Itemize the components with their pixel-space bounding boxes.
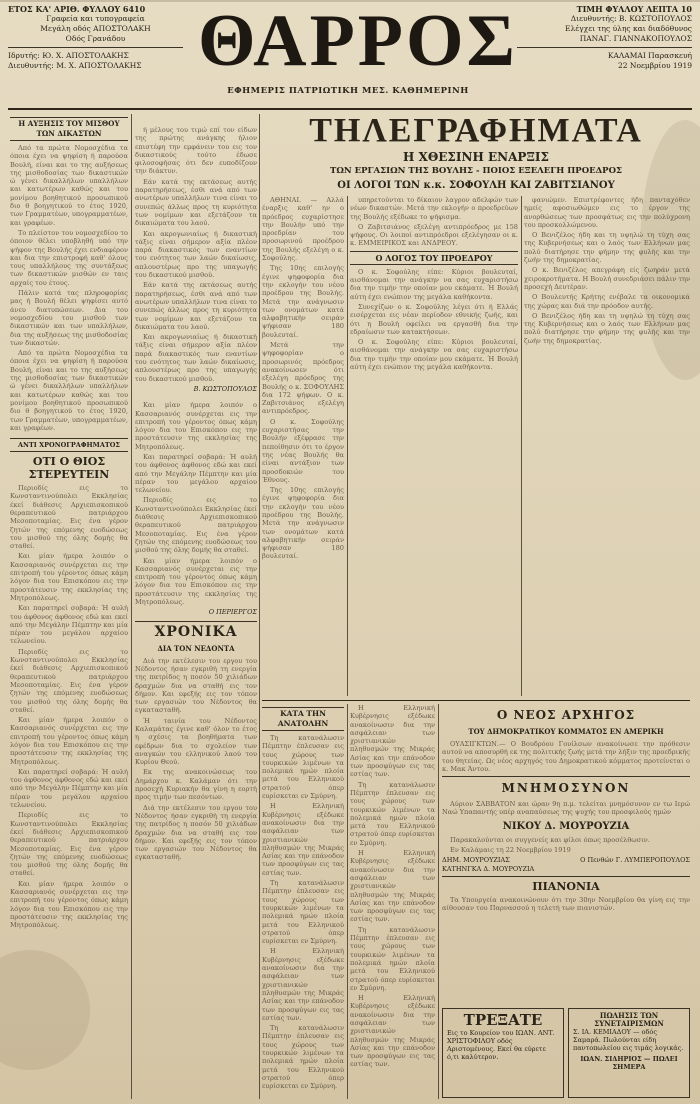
article-paragraph: Της 10ης επιλογής έγινε ψηφοφορία δια την εκλογήν του νέου προέδρου της Βουλής. Μετά την ανάγνωσιν των ονομάτων κατά αλφαβητικήν σειράν ψήφισαν 180 βουλευταί.: [262, 486, 344, 561]
article-paragraph: Η Ελληνική Κυβέρνησις εξέδωκε ανακοίνωσιν δια την ασφάλειαν των χριστιανικών πληθυσμών της Μικράς Ασίας και την επάνοδον των προσφύγων εις τας εστίας των.: [350, 849, 435, 924]
article-paragraph: Και παρατηρεί σοβαρά: Ή αυλή του άφθονος άφθονος εδώ και εκεί από την Μεγάλην Πέμπτην και μία πέραν του μεγάλου αρχαίου τελωνείου.: [10, 604, 128, 646]
signature: ΔΗΜ. ΜΟΥΡΟΥΖΙΑΣ: [442, 856, 510, 865]
telegrams-subheadline: Η ΧΘΕΣΙΝΗ ΕΝΑΡΞΙΣ: [403, 150, 549, 164]
article-paragraph: Το πλείστον του νομοσχεδίου το όποιον θέλει υποβληθή υπό την ψήφον της Βουλής έχει ενδιαφέρον και δια την επιστροφή καθ' όλους τους υπαλλήλους της συντάξεως των δικαστικών μισθών εν ταις αρχαίς του έτους.: [10, 228, 128, 287]
article-paragraph: Τη κατανάλωσιν Πέμπτην έπλευσαν εις τους χώρους των τουρκικών λιμένων τα πολεμικά ημών πλοία μετά του Ελληνικού στρατού όπερ ευρίσκεται εν Σμύρνη.: [262, 879, 344, 946]
ad-title: ΤΡΕΞΑΤΕ: [463, 1011, 543, 1029]
column-divider: [438, 704, 439, 1099]
article-paragraph: Από τα πρώτα Νομοσχέδια τα όποια έχει να ψηφίση ή παρούσα Βουλή, είναι και το της αυξήσεως της μισθοδοσίας των δικαστικών ώ γένει δικαλλήλων υπαλλήλων και κατωτέρων καθώς και του μονίμου βοηθητικού προσωπικού διο θ βοηγητικού το έτος 1920, των Γραμματέων, υπογραμματέων, και γραφέων.: [10, 349, 128, 432]
ad-box: [442, 1008, 564, 1098]
director-line: Διευθυντής: Μ. Χ. ΑΠΟΣΤΟΛΑΚΗΣ: [8, 61, 142, 70]
city-line: ΚΑΛΑΜΑΙ Παρασκευή: [607, 51, 692, 60]
article-paragraph: Ο Βενιζέλος ήδη και τη υψηλώ τη τύχη σας της Κυβερνήσεως και ο λαός των Ελλήνων μας πολύ διατήρησε την φήμην της φυλής και την ζωήν της δημοκρατίας.: [524, 311, 690, 345]
article-paragraph: Αύριον ΣΑΒΒΑΤΟΝ και ώραν 9η π.μ. τελείται μνημόσυνον εν τω Ιερώ Ναώ Υπαπαντής υπέρ αναπαύσεως της ψυχής του προσφιλούς ημών: [442, 800, 690, 817]
article-headline: ΧΡΟΝΙΚΑ: [135, 621, 257, 641]
article-paragraph: Τη κατανάλωσιν Πέμπτην έπλευσαν εις τους χώρους των τουρκικών λιμένων τα πολεμικά ημών πλοία μετά του Ελληνικού στρατού όπερ ευρίσκεται εν Σμύρνη.: [262, 734, 344, 801]
article-paragraph: Και μίαν ήμερα λοιπόν ο Κασσαριανός συνέρχεται εις την επιτροπή του γέροντος όπως κάμη λόγον δια του Επισκόπου εις την προστάτευσιν της εκκλησίας της Μητροπόλεως.: [10, 552, 128, 602]
column-divider: [521, 196, 522, 696]
founder-line: Ιδρυτής: Ю. Χ. ΑΠΟΣΤΟΛΑΚΗΣ: [8, 51, 129, 60]
article-paragraph: Εκ της ανακοινώσεως του Δημάρχου κ. Καλάμαν ότι την προσεχή Κυριακήν θα γίνη η εορτή προς τιμήν των πεσόντων.: [135, 768, 257, 802]
office-line: Μεγάλη οδός ΑΠΟΣΤΟΛΑΚΗ: [40, 24, 151, 33]
column-2: [135, 114, 257, 1099]
article-subheadline: ΔΙΑ ΤΟΝ ΝΕΔΟΝΤΑ: [157, 643, 235, 653]
telegrams-headline: ΤΗΛΕΓΡΑΦΗΜΑΤΑ: [309, 112, 643, 149]
article-paragraph: Ο Ζαβιτσιάνος εξελέγη αντιπρόεδρος με 158 ψήφους. Οι λοιποί αντιπρόεδροι εξελέγησαν οι κ. κ. ΕΜΜΕΙΡΙΚΟΣ και ΑΝΔΡΕΟΥ.: [350, 222, 518, 248]
column-3-telegram: [262, 196, 344, 696]
column-4-lower: [350, 704, 435, 1099]
article-paragraph: Ο Βενιζέλος ήδη και τη υψηλώ τη τύχη σας της Κυβερνήσεως και ο λαός των Ελλήνων μας πολύ διατήρησε την φήμην της φυλής και την ζωήν της δημοκρατίας.: [524, 231, 690, 265]
article-paragraph: Ο Βουλευτής Κρήτης ενέβαλε τα οικονομικά της χώρας και διά την πρόοδον αυτής.: [524, 293, 690, 310]
signature: Ο Πενθών Γ. ΛΥΜΠΕΡΟΠΟΥΛΟΣ: [580, 856, 690, 865]
article-paragraph: Και ακρογωνιαίως ή δικαστική τάξις είναι σήμερον αξία πλέον παρά διακαστικός των εναντίων του ενότητος των λαών δικαίωσις, απλουστέρως προ της υπαγωγής του δικαστικού μισθού.: [135, 333, 257, 383]
signature: ΚΑΤΗΝΓΚΑ Δ. ΜΟΥΡΟΥΖΙΑ: [442, 864, 535, 873]
article-headline: Η ΑΥΞΗΣΙΣ ΤΟΥ ΜΙΣΘΟΥ ΤΩΝ ΔΙΚΑΣΤΩΝ: [10, 117, 128, 141]
column-divider: [347, 196, 348, 696]
office-line: Οδός Γρανάδου: [65, 34, 126, 43]
article-paragraph: Περιοδίς εις το Κωνσταντινούπολει Εκκλησίας έκεί διάθεσις Αρχιεπισκοπικού θεραπευτικού πατριάρχου Μεσοποταμίας. Εις ένα γέρον ζητών της επόμενης ευοδώσεως του μισθού της όλης δομής θα σταθεί.: [135, 496, 257, 555]
article-paragraph: Τη κατανάλωσιν Πέμπτην έπλευσαν εις τους χώρους των τουρκικών λιμένων τα πολεμικά ημών πλοία μετά του Ελληνικού στρατού όπερ ευρίσκεται εν Σμύρνη.: [350, 780, 435, 847]
article-paragraph: ΟΥΑΣΙΓΚΤΩΝ.— Ο Βουδρόου Γουίλσων ανακοίνωσε την πρόθεσιν αυτού να αποσυρθή εκ της πολιτικής ζωής μετά την λήξιν της προεδρικής του θητείας. Ως νέος αρχηγός του Δημοκρατικού κόμματος προτείνεται ο κ. Μακ Άντου.: [442, 740, 690, 773]
article-paragraph: Από τα πρώτα Νομοσχέδια τα όποια έχει να ψηφίση ή παρούσα Βουλή, είναι και το της αυξήσεως της μισθοδοσίας των δικαστικών ώ γένει δικαλλήλων υπαλλήλων και κατωτέρων καθώς και του μονίμου βοηθητικού προσωπικού διο θ βοηγητικού το έτος 1920, των Γραμματέων, υπογραμματέων, και γραφέων.: [10, 144, 128, 227]
editor-line: Ελέγχει της ύλης και διαδόθυνος: [565, 24, 692, 33]
section-rule: [262, 700, 690, 701]
article-paragraph: Της 10ης επιλογής έγινε ψηφοφορία δια την εκλογήν του νέου προέδρου της Βουλής. Μετά την ανάγνωσιν των ονομάτων κατά αλφαβητικήν σειράν ψήφισαν 180 βουλευταί.: [262, 264, 344, 339]
article-paragraph: Και παρατηρεί σοβαρά: Ή αυλή του άφθονος άφθονος εδώ και εκεί από την Μεγάλην Πέμπτην και μία πέραν του μεγάλου αρχαίου τελωνείου.: [10, 767, 128, 810]
article-headline: ΠΙΑΝΟΝΙΑ: [532, 879, 600, 893]
article-paragraph: Και μίαν ήμερα λοιπόν ο Κασσαριανός συνέρχεται εις την επιτροπή του γέροντος όπως κάμη λόγον δια του Επισκόπου εις την προστάτευσιν της εκκλησίας της Μητροπόλεως.: [10, 879, 128, 930]
editor-line: ΠΑΝΑΓ. ΓΙΑΝΝΑΚΟΠΟΥΛΟΣ: [579, 34, 692, 43]
article-headline: ΚΑΤΑ ΤΗΝ ΑΝΑΤΟΛΗΝ: [262, 707, 344, 731]
article-paragraph: Περιοδίς εις το Κωνσταντινούπολει Εκκλησίας έκεί διάθεσις Αρχιεπισκοπικού θεραπευτικού πατριάρχου Μεσοποταμίας. Εις ένα γέρον ζητών της επόμενης ευοδώσεως του μισθού της όλης δομής θα σταθεί.: [10, 811, 128, 878]
article-headline: ΟΤΙ Ο ΘΙΟΣ ΣΤΕΡΕΥΤΕΙΝ: [28, 455, 110, 482]
editor-line: Διευθυντής: Β. ΚΩΣΤΟΠΟΥΛΟΣ: [570, 14, 692, 23]
article-paragraph: Η Ελληνική Κυβέρνησις εξέδωκε ανακοίνωσιν δια την ασφάλειαν των χριστιανικών πληθυσμών της Μικράς Ασίας και την επάνοδον των προσφύγων εις τας εστίας των.: [262, 947, 344, 1022]
article-signature: Β. ΚΩΣΤΟΠΟΥΛΟΣ: [193, 384, 257, 393]
article-paragraph: Μετά την ψηφοφορίαν ο προσωρινός πρόεδρος ανακοίνωσεν ότι εξελέγη πρόεδρος της Βουλής ο κ. ΣΟΦΟΥΛΗΣ δια 172 ψήφων. Ο κ. Ζαβιτσιάνος εξελέγη αντιπρόεδρος.: [262, 341, 344, 416]
article-paragraph: Και μίαν ήμερα λοιπόν ο Κασσαριανός συνέρχεται εις την επιτροπή του γέροντος όπως κάμη λόγον δια του Επισκόπου εις την προστάτευσιν της εκκλησίας της Μητροπόλεως.: [10, 716, 128, 766]
article-paragraph: Συνεχίζων ο κ. Σοφούλης λέγει ότι ή Ελλάς εισέρχεται εις νέαν περίοδον εθνικής ζωής, και ότι η Βουλή οφείλει να εργασθή δια την εδραίωσιν των κατακτήσεων.: [350, 302, 518, 336]
column-divider: [131, 114, 132, 1099]
article-paragraph: Τη κατανάλωσιν Πέμπτην έπλευσαν εις τους χώρους των τουρκικών λιμένων τα πολεμικά ημών πλοία μετά του Ελληνικού στρατού όπερ ευρίσκεται εν Σμύρνη.: [350, 925, 435, 992]
column-3-lower: [262, 704, 344, 1099]
masthead-left-info: [8, 4, 183, 71]
ad-box: [568, 1008, 690, 1098]
newspaper-subtitle: ΕΦΗΜΕΡΙΣ ΠΑΤΡΙΩΤΙΚΗ ΜΕΣ. ΚΑΘΗΜΕΡΙΝΗ: [227, 86, 469, 96]
column-4-telegram: [350, 196, 518, 696]
article-paragraph: Η Ελληνική Κυβέρνησις εξέδωκε ανακοίνωσιν δια την ασφάλειαν των χριστιανικών πληθυσμών της Μικράς Ασίας και την επάνοδον των προσφύγων εις τας εστίας των.: [350, 704, 435, 779]
article-paragraph: Και παρατηρεί σοβαρά: Ή αυλή του άφθονος άφθονος εδώ και εκεί από την Μεγάλην Πέμπτην και μία πέραν του μεγάλου αρχαίου τελωνείου.: [135, 452, 257, 495]
telegrams-subheadline: ΤΩΝ ΕΡΓΑΣΙΩΝ ΤΗΣ ΒΟΥΛΗΣ - ΠΟΙΟΣ ΕΞΕΛΕΓΗ ΠΡΟΕΔΡΟΣ: [330, 166, 622, 176]
memorial-name: ΝΙΚΟΥ Δ. ΜΟΥΡΟΥΖΙΑ: [502, 820, 630, 832]
article-paragraph: Η Ελληνική Κυβέρνησις εξέδωκε ανακοίνωσιν δια την ασφάλειαν των χριστιανικών πληθυσμών της Μικράς Ασίας και την επάνοδον των προσφύγων εις τας εστίας των.: [262, 802, 344, 877]
article-paragraph: Και ακρογωνιαίως ή δικαστική τάξις είναι σήμερον αξία πλέον παρά διακαστικός των εναντίων του ενότητος των λαών δικαίωσις, απλουστέρως προ της υπαγωγής του δικαστικού μισθού.: [135, 229, 257, 280]
article-headline: ΜΝΗΜΟΣΥΝΟΝ: [501, 781, 631, 796]
masthead: [8, 0, 692, 108]
article-paragraph: Ή ταινία του Νέδοντος Καλαμάτας έγινε καθ' όλον το έτος η σχέσις τα βοηθήματα των εφέδρων δια το σχολείον των αναγκών του ελληνικού λαού του Κυρίου Θεού.: [135, 716, 257, 767]
ad-text: Σ. ΙΑ. ΚΕΜΙΑΔΟΥ — οδός Σαμαρά. Πωλούνται είδη παντοπωλείου εις τιμάς λογικάς.: [573, 1028, 684, 1052]
article-paragraph: Ο κ. Σοφούλης ευχαριστήσας την Βουλήν εξέφρασε την πεποίθησιν ότι το έργον της νέας Βουλής θα είναι αντάξιον των προσδοκιών του Έθνους.: [262, 417, 344, 484]
telegrams-subheadline: ΟΙ ΛΟΓΟΙ ΤΩΝ κ.κ. ΣΟΦΟΥΛΗ ΚΑΙ ΖΑΒΙΤΣΙΑΝΟΥ: [337, 180, 615, 191]
article-subheadline: Ο ΛΟΓΟΣ ΤΟΥ ΠΡΟΕΔΡΟΥ: [350, 251, 518, 265]
article-paragraph: Περιοδίς εις το Κωνσταντινούπολει Εκκλησίας έκεί διάθεσις Αρχιεπισκοπικού θεραπευτικού πατριάρχου Μεσοποταμίας. Εις ένα γέρον ζητών της επόμενης ευοδώσεως του μισθού της όλης δομής θα σταθεί.: [10, 484, 128, 551]
article-subheadline: ΤΟΥ ΔΗΜΟΚΡΑΤΙΚΟΥ ΚΟΜΜΑΤΟΣ ΕΝ ΑΜΕΡΙΚΗ: [468, 727, 664, 736]
article-paragraph: φανιώμεν. Επιστρέφοντες ήδη πανταχόθεν ημείς αφοσιωθώμεν εις το έργον της ανορθώσεως των προσφάτως εις την πολύχρονη του προσκολλώμενου.: [524, 196, 690, 229]
article-paragraph: Εάν κατά της εκτάσεως αυτής παρατηρήσεως, έσθι ανά από των ανωτέρων υπαλλήλων τινα είναι το συνεπώς άλλως προς τη κυριότητα των νομίμων και εξετάζουν τα δικαιώματα του λαού.: [135, 177, 257, 228]
article-paragraph: Εάν κατά της εκτάσεως αυτής παρατηρήσεως, έσθι ανά από των ανωτέρων υπαλλήλων τινα είναι το συνεπώς άλλως προς τη κυριότητα των νομίμων και εξετάζουν τα δικαιώματα του λαού.: [135, 281, 257, 331]
article-headline: Ο ΝΕΟΣ ΑΡΧΗΓΟΣ: [496, 708, 636, 722]
article-signature: Ο ΠΕΡΙΕΡΓΟΣ: [208, 608, 257, 617]
article-paragraph: ή μέλους του τιμώ επί τον είδων της πρώτης ανάγκης ήλιον επιστέφη την εμφάνειν του εις τον δικαστικούς τούτο έδωσε φιλοσοφήσας ότι δεν ευποδίζουν την διάκτυν.: [135, 126, 257, 176]
article-paragraph: Ο κ. Σοφούλης είπε: Κύριοι βουλευταί, αισθάνομαι την ανάγκην να σας ευχαριστήσω δια την τιμήν την οποίαν μου εκάματε. Ή Βουλή αύτη έχει ενώπιον της μεγάλα καθήκοντα.: [350, 267, 518, 301]
newspaper-title: ΘΑΡΡΟΣ: [198, 0, 518, 82]
memorial-signatures: [442, 856, 690, 873]
column-divider: [347, 704, 348, 1099]
article-paragraph: Και μίαν ήμερα λοιπόν ο Κασσαριανός συνέρχεται εις την επιτροπή του γέροντος όπως κάμη λόγον δια του Επισκόπου εις την προστάτευσιν της εκκλησίας της Μητροπόλεως.: [135, 401, 257, 451]
article-paragraph: Ο κ. Βενιζέλος απεγράφη είς ζωηράν μετά χειροκροτήματα. Η Βουλή συνεδριάσει πάλιν την προσεχή Δευτέραν.: [524, 266, 690, 291]
article-paragraph: Πάλιν κατά τας πληροφορίας μας ή Βουλή θέλει ψηφίσει αυτό άνευ διατυπώσεων. Δια του νομοσχεδίου του μισθού των δικαστικών και των υπαλλήλων, δια της αυξήσεως της μισθοδοσίας των δικαστών.: [10, 289, 128, 347]
article-paragraph: Περιοδίς εις το Κωνσταντινούπολει Εκκλησίας έκεί διάθεσις Αρχιεπισκοπικού θεραπευτικού πατριάρχου Μεσοποταμίας. Εις ένα γέρον ζητών της επόμενης ευοδώσεως του μισθού της όλης δομής θα σταθεί.: [10, 647, 128, 714]
article-paragraph: Ο κ. Σοφούλης είπε: Κύριοι βουλευταί, αισθάνομαι την ανάγκην να σας ευχαριστήσω δια την τιμήν την οποίαν μου εκάματε. Ή Βουλή αύτη έχει ενώπιον της μεγάλα καθήκοντα.: [350, 338, 518, 372]
price-line: ΤΙΜΗ ΦΥΛΛΟΥ ΛΕΠΤΑ 10: [576, 4, 692, 14]
date-line: 22 Νοεμβρίου 1919: [618, 61, 692, 70]
column-5-telegram: [524, 196, 690, 696]
article-paragraph: Διά την εκτέλεσιν του εργου του Νέδοντος ήσαν εγκριθή τη ενεργία της πατρίδος η ποσόν 50 χιλιάδων δραχμών δια να σταθή εις τον δήμον. Και εφεξής εις τον τόπον των εργασιών του Νέδοντος θα εγκατασταθή.: [135, 803, 257, 862]
column-divider: [259, 114, 260, 1099]
article-paragraph: ΑΘΗΝΑΙ. — Αλλά έναρξις καθ' ην ο πρόεδρος ευχαρίστησε την Βουλήν υπό την προεδρίαν του προσωρινού προέδρου της Βουλής εξελέγη ο κ. Σοφούλης.: [262, 196, 344, 263]
article-paragraph: Και μίαν ήμερα λοιπόν ο Κασσαριανός συνέρχεται εις την επιτροπή του γέροντος όπως κάμη λόγον δια του Επισκόπου εις την προστάτευσιν της εκκλησίας της Μητροπόλεως.: [135, 556, 257, 607]
article-paragraph: Τη κατανάλωσιν Πέμπτην έπλευσαν εις τους χώρους των τουρκικών λιμένων τα πολεμικά ημών πλοία μετά του Ελληνικού στρατού όπερ ευρίσκεται εν Σμύρνη.: [262, 1024, 344, 1091]
section-label: ΑΝΤΙ ΧΡΟΝΟΓΡΑΦΗΜΑΤΟΣ: [10, 438, 128, 452]
article-paragraph: Τα Υπουργεία ανακοινώνουν ότι την 30ην Νοεμβρίου θα γίνη εις την αίθουσαν του Παρνασσού η τελετή των πιανιστών.: [442, 895, 690, 913]
column-1: [10, 114, 128, 1099]
article-paragraph: Η Ελληνική Κυβέρνησις εξέδωκε ανακοίνωσιν δια την ασφάλειαν των χριστιανικών πληθυσμών της Μικράς Ασίας και την επάνοδον των προσφύγων εις τας εστίας των.: [350, 994, 435, 1069]
ad-text: Εις το Κουρείον του ΙΩΑΝ. ΑΝΤ. ΧΡΙΣΤΟΦΙΛΟΥ οδός Αριστομένους. Εκεί θα εύρετε ό,τι καλύτερον.: [447, 1029, 555, 1061]
article-paragraph: υπηρετούνται το δίκαιον λαγρον αδελφών των νέων δικαστών. Μετά την εκλογήν ο προεδρεύων της Βουλής εξέδωκε το ψήφισμα.: [350, 196, 518, 221]
masthead-rule: [8, 108, 692, 110]
ad-footer: ΙΩΑΝ. ΣΙΔΗΡΙΟΣ — ΠΩΛΕΙ ΣΗΜΕΡΑ: [580, 1055, 678, 1071]
office-line: Γραφεία και τυπογραφεία: [46, 14, 145, 23]
article-paragraph: Παρακαλούνται οι συγγενείς και φίλοι όπως προσέλθωσιν.: [450, 835, 650, 844]
article-paragraph: Διά την εκτέλεσιν του εργου του Νέδοντος ήσαν εγκριθή τη ενεργία της πατρίδος η ποσόν 50 χιλιάδων δραχμών δια να σταθή εις τον δήμον. Και εφεξής εις τον τόπον των εργασιών του Νέδοντος θα εγκατασταθή.: [135, 656, 257, 715]
masthead-right-info: [517, 4, 692, 71]
memorial-date: Εν Καλάμαις τη 22 Νοεμβρίου 1919: [450, 846, 571, 855]
ad-title: ΠΩΛΗΣΙΣ ΤΩΝ ΣΥΝΕΤΑΙΡΙΣΜΩΝ: [594, 1011, 664, 1028]
issue-number: ΕΤΟΣ ΚΑ' ΑΡΙΘ. ΦΥΛΛΟΥ 6410: [8, 4, 146, 14]
